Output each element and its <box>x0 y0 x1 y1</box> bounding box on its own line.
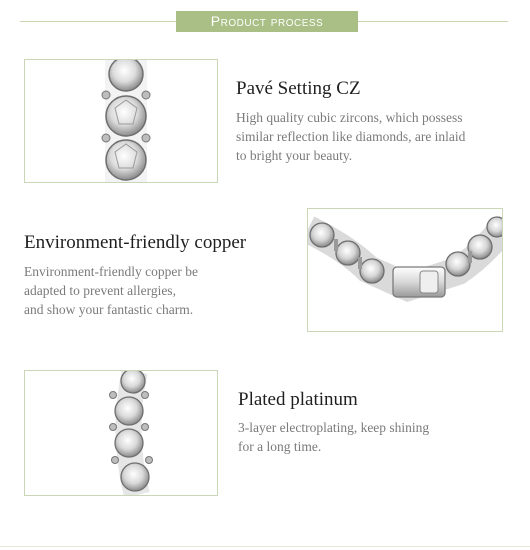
product-image-platinum <box>24 370 218 496</box>
section-description-pave <box>236 108 465 165</box>
header-rule-right <box>358 21 508 22</box>
section-title-pave: Pavé Setting CZ <box>236 78 361 99</box>
section-description-copper <box>24 262 198 319</box>
header-rule-left <box>20 21 176 22</box>
description-line: for a long time. <box>238 439 322 454</box>
bracelet-clasp-icon <box>308 209 502 331</box>
description-line: and show your fantastic charm. <box>24 302 194 317</box>
description-line: 3-layer electroplating, keep shining <box>238 420 430 435</box>
description-line: adapted to prevent allergies, <box>24 283 176 298</box>
description-line: to bright your beauty. <box>236 148 353 163</box>
footer-divider <box>0 546 530 547</box>
section-title-platinum: Plated platinum <box>238 389 358 410</box>
ring-stones-vertical-icon <box>25 60 217 182</box>
section-description-platinum <box>238 418 429 456</box>
section-title-copper: Environment-friendly copper <box>24 232 247 253</box>
description-line: similar reflection like diamonds, are inlaid <box>236 129 466 144</box>
description-line: Environment-friendly copper be <box>24 264 198 279</box>
section-banner: Product process <box>176 11 358 32</box>
ring-stones-curved-icon <box>25 371 217 495</box>
product-image-copper <box>307 208 503 332</box>
description-line: High quality cubic zircons, which possess <box>236 110 463 125</box>
product-image-pave <box>24 59 218 183</box>
